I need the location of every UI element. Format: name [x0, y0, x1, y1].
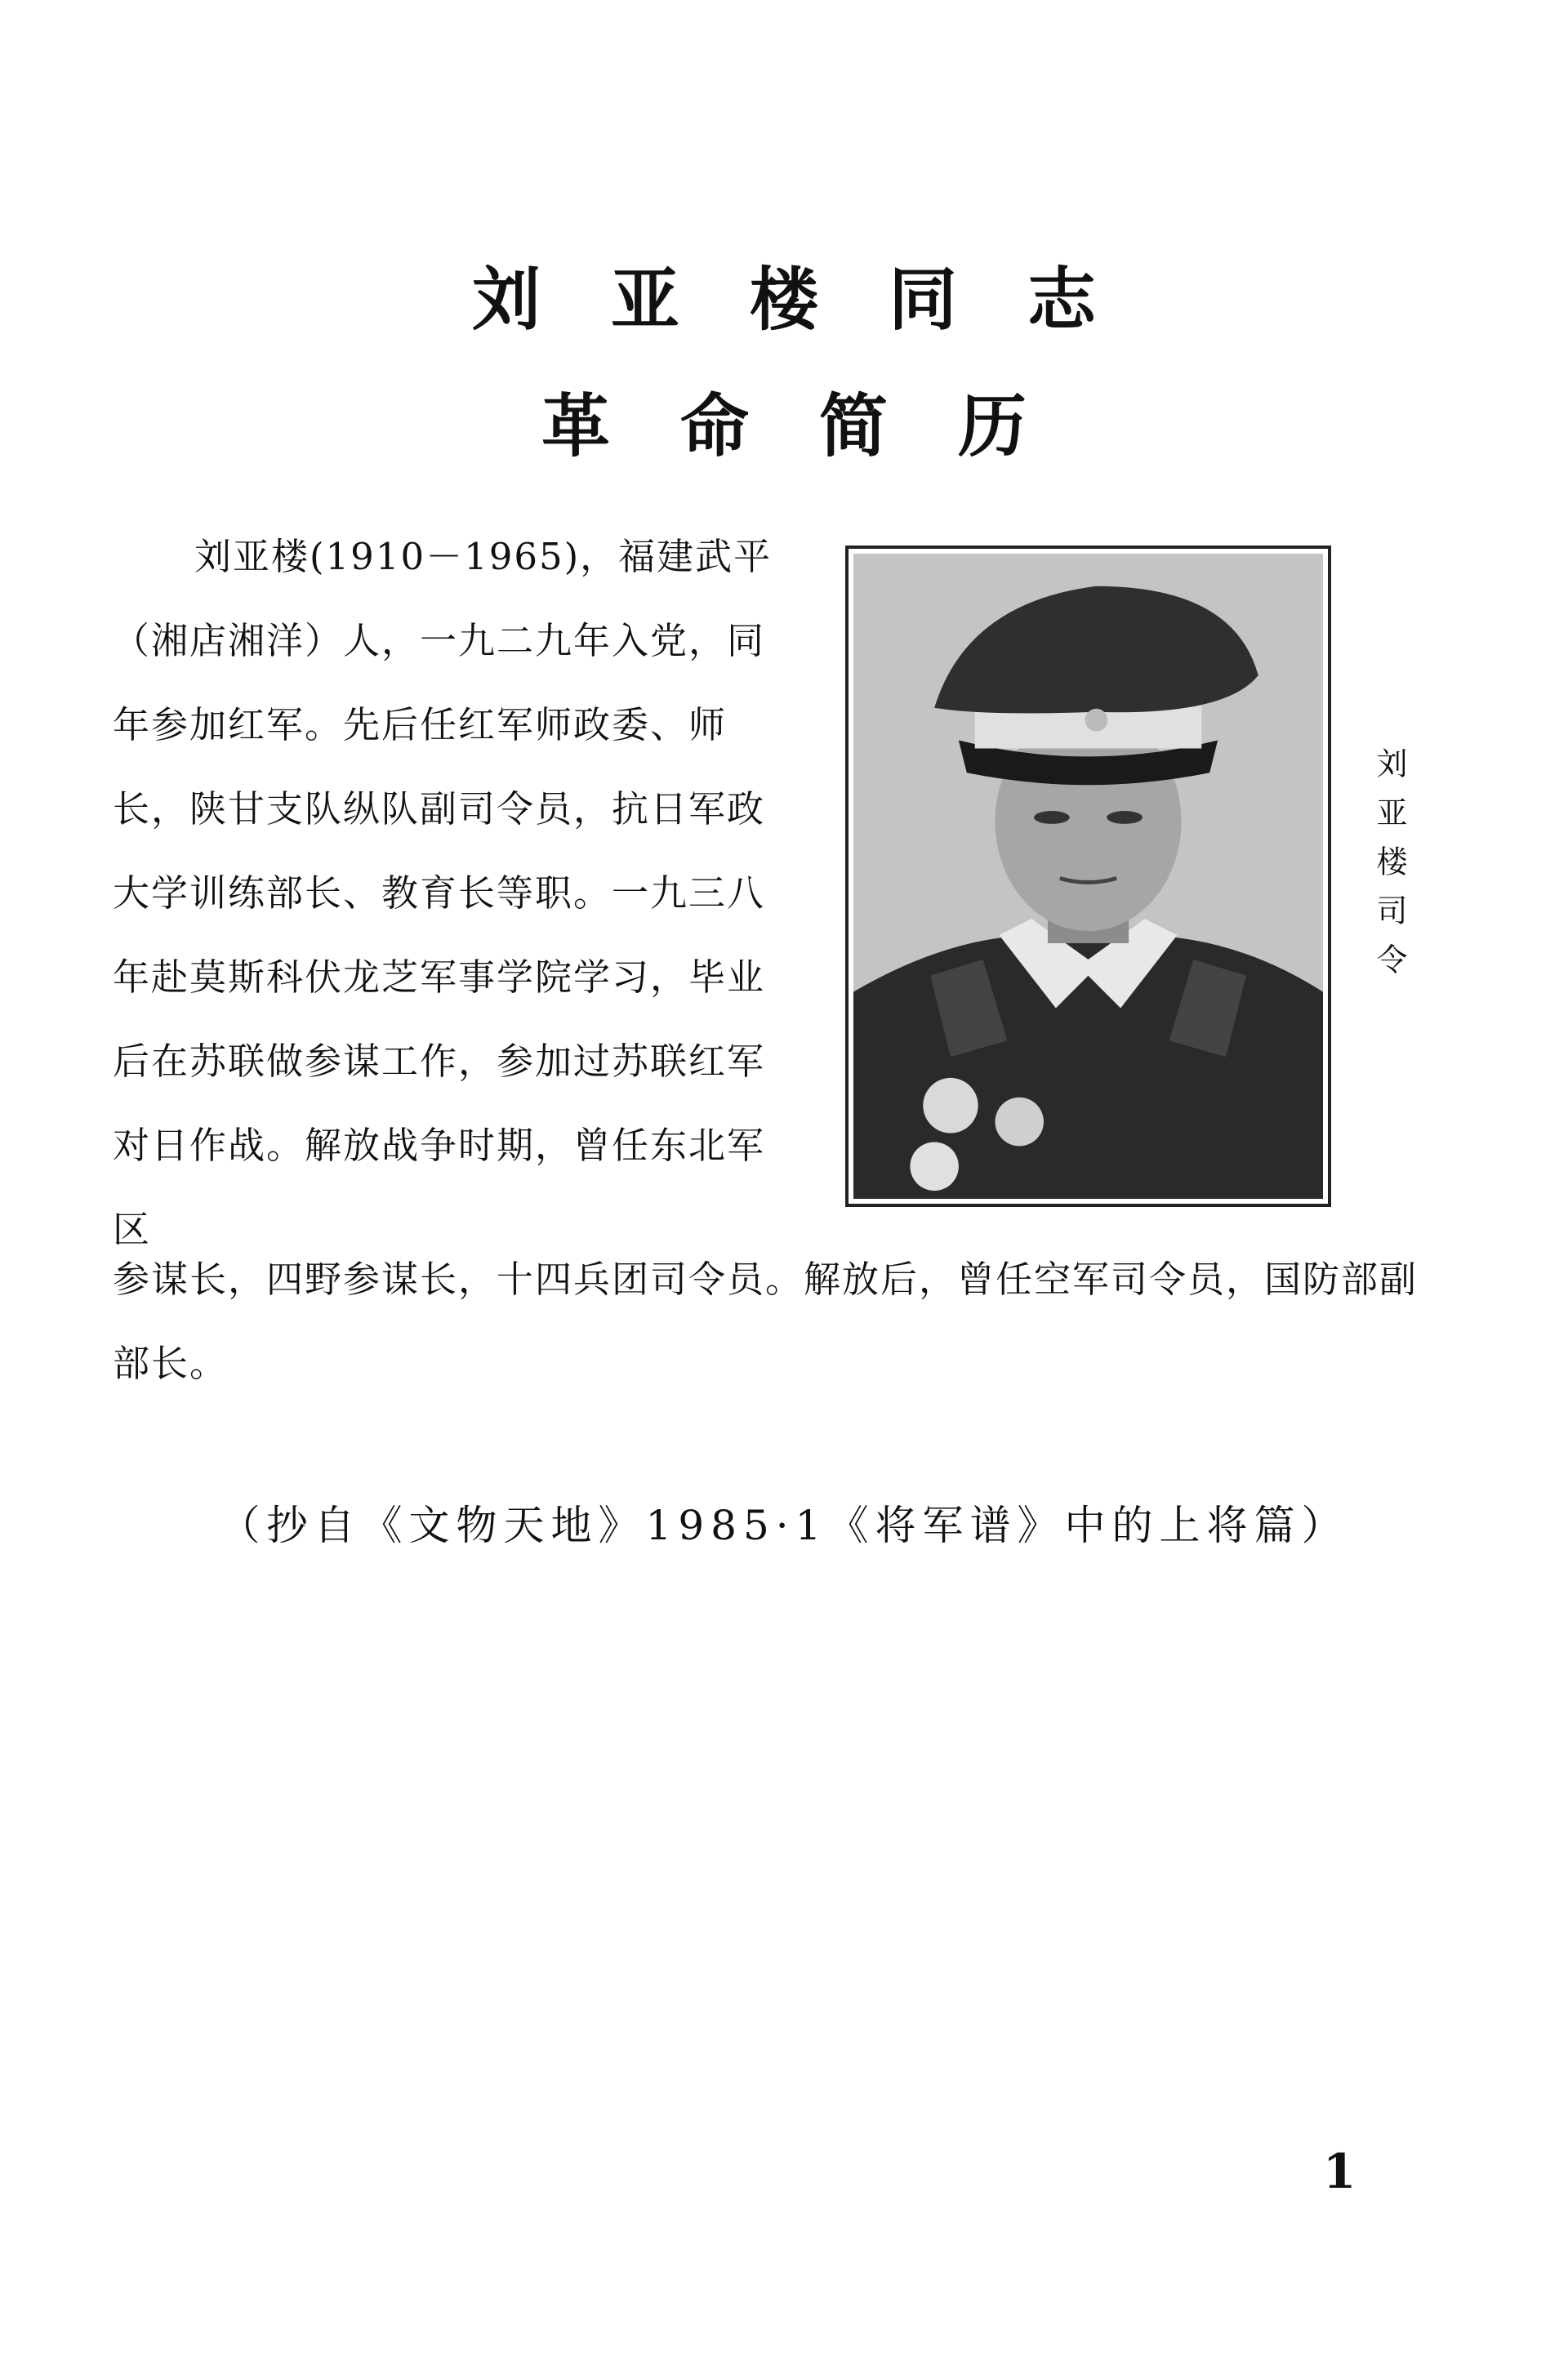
biography-paragraph: 刘亚楼(1910－1965)，福建武平（湘店湘洋）人，一九二九年入党，同年参加红军。先后任红军师政委、师长，陕甘支队纵队副司令员，抗日军政大学训练部长、教育长等职。一九三八年赴莫斯科伏龙芝军事学院学习，毕业后在苏联做参谋工作，参加过苏联红军对日作战。解放战争时期，曾任东北军区	[113, 535, 773, 1251]
page-number: 1	[1323, 2144, 1356, 2199]
page-title: 刘亚楼同志	[471, 260, 1166, 340]
photo-caption: 刘亚楼司令	[1371, 747, 1407, 992]
page-subtitle: 革命简历	[541, 386, 1097, 466]
portrait-image	[853, 554, 1323, 1199]
portrait-photo	[845, 546, 1331, 1207]
source-citation: （抄自《文物天地》1985·1《将军谱》中的上将篇）	[219, 1502, 1349, 1549]
portrait-illustration	[853, 554, 1323, 1199]
biography-continuation: 参谋长，四野参谋长，十四兵团司令员。解放后，曾任空军司令员，国防部副部长。	[113, 1258, 1419, 1385]
